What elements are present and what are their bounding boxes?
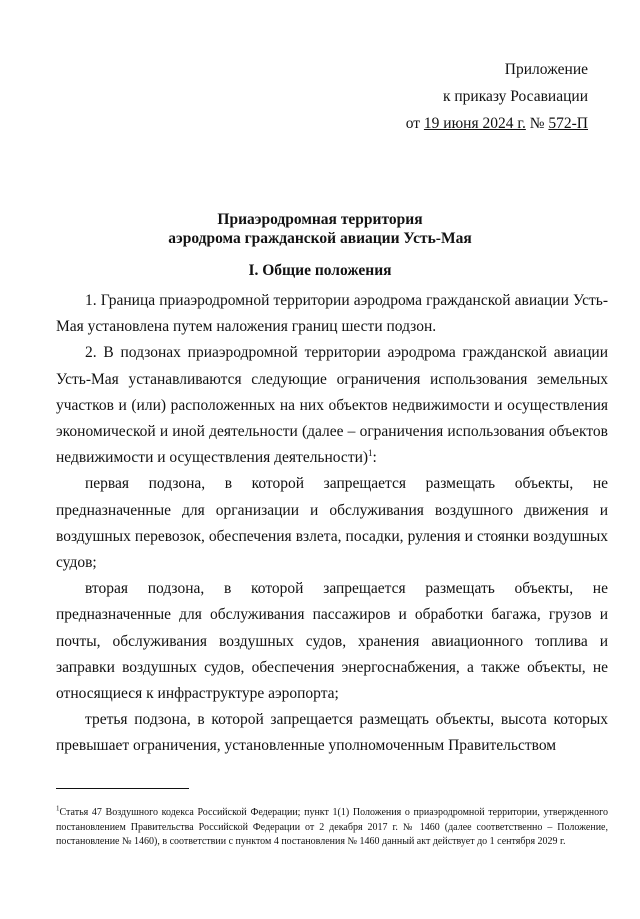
appendix-header <box>406 56 588 137</box>
footnote-marker: 1 <box>56 804 60 813</box>
appendix-order-ref: к приказу Росавиации <box>442 88 588 105</box>
appendix-number-sign: № <box>525 115 549 132</box>
document-body <box>56 288 608 760</box>
section-heading: I. Общие положения <box>248 262 392 279</box>
paragraph-subzone-1: первая подзона, в которой запрещается размещать объекты, не предназначенные для организации и обслуживания воздушного движения и воздушных перевозок, обеспечения взлета, посадки, руления и стоянки воздушных судов; <box>56 475 608 572</box>
paragraph-2 <box>56 340 608 471</box>
appendix-date-prefix: от <box>405 115 424 132</box>
document-title <box>0 210 640 248</box>
appendix-date-line <box>406 110 588 137</box>
title-line-2: аэродрома гражданской авиации Усть-Мая <box>168 230 472 247</box>
paragraph-1: 1. Граница приаэродромной территории аэродрома гражданской авиации Усть-Мая установлена путем наложения границ шести подзон. <box>56 292 608 336</box>
paragraph-subzone-2: вторая подзона, в которой запрещается размещать объекты, не предназначенные для обслуживания пассажиров и обработки багажа, грузов и почты, обслуживания воздушных судов, хранения авиационного топлива и заправки воздушных судов, обеспечения энергоснабжения, а также объекты, не относящиеся к инфраструктуре аэропорта; <box>56 580 608 703</box>
appendix-label: Приложение <box>504 61 588 78</box>
footnote-text: Статья 47 Воздушного кодекса Российской Федерации; пункт 1(1) Положения о приаэродромной территории, утвержденного постановлением Правительства Российской Федерации от 2 декабря 2017 г. № 1460 (далее соответственно – Положение, постановление № 1460), в соответствии с пунктом 4 постановления № 1460 данный акт действует до 1 сентября 2029 г. <box>56 807 608 847</box>
footnote-reference[interactable]: 1 <box>368 448 373 459</box>
appendix-date: 19 июня 2024 г. <box>423 115 526 132</box>
paragraph-2-text: 2. В подзонах приаэродромной территории аэродрома гражданской авиации Усть-Мая устанавливаются следующие ограничения использования земельных участков и (или) расположенных на них объектов недвижимости и осуществления экономической и иной деятельности (далее – ограничения использования объектов недвижимости и осуществления деятельности) <box>56 344 608 467</box>
paragraph-2-tail: : <box>372 449 377 467</box>
title-line-1: Приаэродромная территория <box>217 211 423 228</box>
footnote-divider <box>56 788 189 789</box>
paragraph-subzone-3: третья подзона, в которой запрещается размещать объекты, высота которых превышает ограничения, установленные уполномоченным Правительством <box>56 711 608 755</box>
appendix-number: 572-П <box>548 115 588 132</box>
footnote <box>56 806 608 850</box>
